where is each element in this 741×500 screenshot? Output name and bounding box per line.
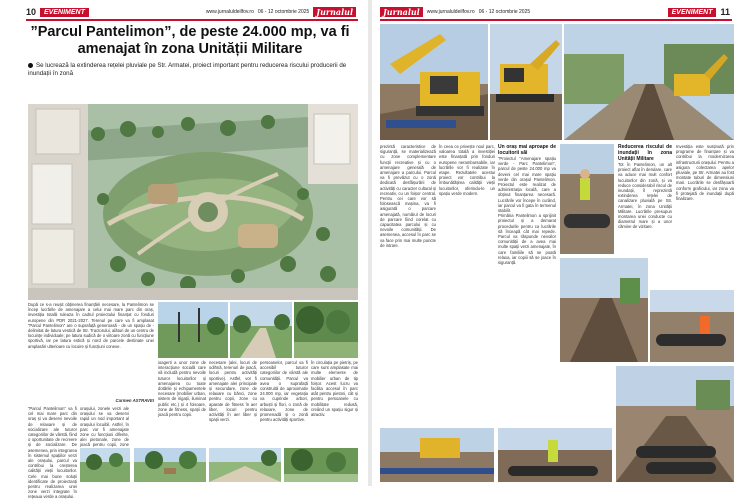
site-url: www.jurnaluldeilfov.ro <box>426 9 475 15</box>
header-rule <box>380 19 732 21</box>
photo-park-trees <box>294 302 358 358</box>
article-title: ”Parcul Pantelimon”, de peste 24.000 mp, va fi amenajat în zona Unității Militare <box>30 24 350 57</box>
column-text: Primăria Pantelimon a sprijinit proiectul și a demarat procedurile pentru ca lucrările să înceapă cât mai repede. Parcul va răspunde nevoilor comunității de a avea mai multe spații verzi amenajate, în care familiile să se poată relaxa, iar copiii să se joace în siguranță. <box>498 213 556 266</box>
body-column-1: ”Parcul Pantelimon” va fi cel mai mare parc din oraș și va deservi nevoile de relaxare și de socializare ale tuturor categoriilor de vârstă, fiind o oportunitate de recreere și de socializare. De asemenea, prin integrarea în sistemul spațiilor verzi ale orașului, parcul va contribui la creșterea calității vieții locuitorilor. Cele mai bune soluții identificate de proiectanți pentru realizarea unei zone verzi integrate în rețeaua verde a orașului. <box>28 406 77 500</box>
site-url: www.jurnaluldeilfov.ro <box>205 9 254 15</box>
photo-excavation-site <box>380 428 494 482</box>
construction-photo <box>380 24 488 140</box>
construction-photo <box>490 24 562 140</box>
park-photo <box>134 448 206 482</box>
photo-worker-sewer <box>498 428 612 482</box>
photo-park-bottom-3 <box>209 448 281 482</box>
body-column-3: ioagerti a unor zone de interacțiune socială care să includă pentru nevoile tuturor locuitorilor și amenajarea cu toate dotările și echipamentele necesare (mobilier urban, sistem de irigații, iluminat public etc.) și 4 foisoare, zone de fitness, spații de joacă pentru copii. <box>158 360 206 418</box>
subheading-city: Un oraș mai aproape de locuitorii săi <box>498 144 556 156</box>
lead-text: Se lucrează la extinderea rețelei pluviale pe Str. Armatei, proiect important pentru reducerea riscului producerii de inundații în zonă <box>28 62 347 77</box>
photo-park-bottom-1 <box>80 448 130 482</box>
construction-photo <box>650 290 734 362</box>
park-photo <box>80 448 130 482</box>
construction-photo <box>380 428 494 482</box>
photo-excavator-digger <box>490 24 562 140</box>
park-photo <box>158 302 228 358</box>
header-rule <box>26 19 358 21</box>
page-number: 11 <box>720 7 730 17</box>
construction-photo <box>564 24 734 140</box>
photo-park-bottom-2 <box>134 448 206 482</box>
body-column-7 <box>380 144 436 424</box>
column-text: prezintă caracteristice de siguranță, se materializează cu zone complementare funcții recreative și cu o amenajare generală de amenajare a parcului. Parcul va fi prevăzut cu o zonă dedicată desfășurării de activități cu caracter cultural și recreativ, cu un foișor central. <box>380 144 436 196</box>
page-number: 10 <box>26 7 37 17</box>
park-illustration <box>28 104 358 300</box>
bullet-icon <box>28 63 33 68</box>
park-photo <box>284 448 358 482</box>
section-label: EVENIMENT <box>668 8 717 17</box>
newspaper-logo: Jurnalul <box>313 7 356 17</box>
photo-street-works <box>564 24 734 140</box>
right-page <box>372 0 741 486</box>
photo-pipes-road <box>616 366 734 482</box>
body-column-9 <box>498 144 556 424</box>
photo-park-path <box>230 302 292 358</box>
photo-park-lamps <box>158 302 228 358</box>
column-text: Tot în Pantelimon, un alt proiect aflat în derulare, care va aduce mai mult confort locuitorilor din zonă, și va reduce considerabil riscul de inundații, îl reprezintă extinderea rețelei de canalizare pluvială pe Str. Armatei, în zona Unității Militare. Lucrările presupun montarea unei conducte cu diametrul mare și a unor cămine de vizitare. <box>618 162 672 230</box>
left-page <box>0 0 368 500</box>
article-lead <box>28 62 358 77</box>
newspaper-logo: Jurnalul <box>380 7 423 17</box>
body-column-11: Investiția este susținută prin programe de finanțare și va contribui la modernizarea infrastructurii orașului. Pentru a asigura colectarea apelor pluviale, pe Str. Armatei au fost montate tuburi de dimensiuni mari. Lucrările se desfășoară conform graficului, iar zona va fi protejată de inundații după finalizare. <box>676 144 734 202</box>
body-column-6: În circulația pe pietriș, pe care sunt amplasate mai multe elemente de mobilier urban de tip foișor. Acest lucru va facilita accesul în parc atât pentru pietoni, cât și pentru persoanele cu mobilitate redusă, creând un spațiu sigur și atractiv. <box>311 360 358 418</box>
photo-excavator <box>380 24 488 140</box>
left-header <box>26 6 356 18</box>
photo-pipe-work <box>650 290 734 362</box>
photo-worker-pipes <box>560 144 614 254</box>
column-text: Pentru cei care vor să folosească mașina, va fi asigurată o parcare amenajată, numărul de locuri de parcare fiind corelat cu capacitatea parcului și cu nevoile comunității. De asemenea, accesul în parc se va face prin mai multe puncte de intrare. <box>380 196 436 248</box>
body-column-2: orașului, zonele verzi ale orașului se va deservi rapid un nod important al orașului locuibil. Astfel, în parc vor fi amenajate zone cu funcțiuni diferite, alei pietonale, zone de joacă pentru copii, zone <box>80 406 129 448</box>
body-column-4: necesare (alei, locuri de odihnă, terenuri de joacă, locuri pentru activități sportive). Astfel, vor fi amenajate alei principale și secundare, zone de relaxare cu bănci, zone pentru copii, zone cu aparate de fitness în aer liber, locuri pentru activități în aer liber și spații verzi. <box>209 360 257 423</box>
construction-photo <box>560 258 648 362</box>
construction-photo <box>560 144 614 254</box>
subheading-flood: Reducerea riscului de inundații în zona Unității Militare <box>618 144 672 162</box>
park-photo <box>294 302 358 358</box>
column-text: ”Proiectul ”Amenajare spațiu verde - Parc Pantelimon”, parcul de peste 24.000 mp va deveni cel mai mare spațiu verde din orașul Pantelimon. Proiectul este realizat de administrația locală, care a obținut finanțarea necesară. Lucrările vor începe în curând, iar parcul va fi gata în termenul stabilit. <box>498 156 556 214</box>
author-byline: Carmen ASTRAVEI <box>115 398 154 403</box>
construction-photo <box>498 428 612 482</box>
section-label: EVENIMENT <box>40 8 89 17</box>
body-column-8: În ceea ce privește noul parc, valoarea totală a investiției este finanțată prin fonduri europene nerambursabile, iar lucrările vor fi realizate în etape. Rezultatele acestui proiect vor contribui la îmbunătățirea calității vieții locuitorilor, oferindu-le un spațiu verde modern. <box>439 144 495 196</box>
render-caption: După ce s-a reușit obținerea finanțării necesare, la Pantelimon se încep lucrările de amenajare a celui mai mare parc din oraș, investiția totală ruleaza în cadrul proiectului finanțat cu fonduri europene din PDR 2021-2027. Terenul pe care va fi amplasat ”Parcul Pantelimon” are o suprafață generoasă - de un spațiu de - delimitat de latura vestică de Str. Tractorului, alături de un centru de locuințe individuale; pe latura sudică de o viitoare zonă cu funcțiune sportivă, iar pe latura estică și nord de parcele destinate unei amplasări ulterioare cu locuire și funcțiuni conexe. <box>28 302 154 349</box>
photo-park-bottom-4 <box>284 448 358 482</box>
park-photo <box>209 448 281 482</box>
issue-date: 06 - 12 octombrie 2025 <box>257 9 310 15</box>
park-photo <box>230 302 292 358</box>
body-column-5: persoanelor, parcul va fi accesibil tuturor categoriilor de vârstă ale comunității. Parcul va avea o suprafață construită de aproximativ 24.000 mp, iar vegetația va cuprinde arbori, arbuști și flori, o zonă de relaxare, zone de promenadă și o zonă pentru activități sportive. <box>260 360 308 423</box>
photo-pipe-trench <box>560 258 648 362</box>
construction-photo <box>616 366 734 482</box>
right-header <box>380 6 730 18</box>
park-rendering <box>28 104 358 300</box>
issue-date: 06 - 12 octombrie 2025 <box>478 9 531 15</box>
